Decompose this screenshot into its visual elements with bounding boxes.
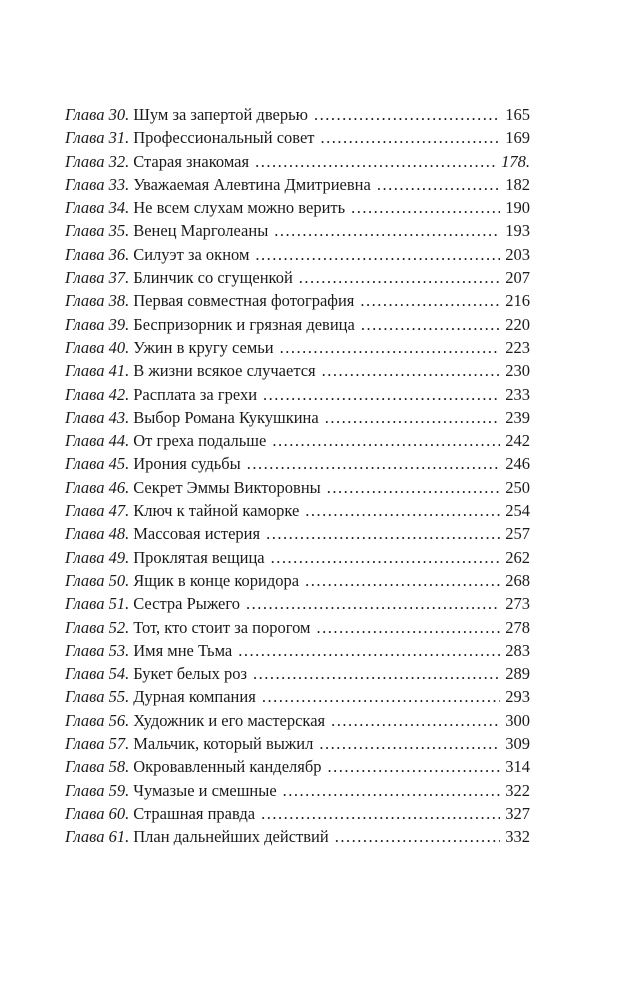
dot-leader [255,243,500,266]
chapter-title: Чумазые и смешные [133,780,277,800]
dot-leader [361,313,500,336]
chapter-title: Страшная правда [133,803,256,823]
chapter-title: Шум за запертой дверью [133,105,308,124]
chapter-number: Глава 40. [65,337,130,357]
chapter-number: Глава 43. [65,407,130,427]
toc-entry [65,522,530,545]
chapter-title: Тот, кто стоит за порогом [133,617,311,637]
chapter-number: Глава 60. [65,803,130,823]
page-number: 233 [505,384,530,404]
chapter-title: Уважаемая Алевтина Дмитриевна [133,174,371,194]
toc-entry [65,569,530,592]
chapter-title: Старая знакомая [133,151,250,171]
dot-leader [261,802,500,825]
dot-leader [253,662,500,685]
chapter-title: Расплата за грехи [133,384,258,404]
chapter-number: Глава 38. [65,291,130,311]
page-number: 182 [505,174,530,194]
dot-leader [255,150,497,173]
toc-list [65,103,530,849]
chapter-title: Блинчик со сгущенкой [133,268,293,288]
page-number: 169 [505,128,530,148]
chapter-title: Художник и его мастерская [133,710,326,730]
page-number: 246 [505,454,530,474]
chapter-number: Глава 34. [65,198,130,218]
chapter-number: Глава 59. [65,780,130,800]
dot-leader [262,685,500,708]
chapter-number: Глава 58. [65,757,130,777]
page-number: 223 [505,337,530,357]
dot-leader [327,476,500,499]
page-number: 300 [505,710,530,730]
chapter-title: Силуэт за окном [133,244,250,264]
chapter-title: Венец Марголеаны [133,221,269,241]
dot-leader [238,639,500,662]
dot-leader [314,103,500,126]
toc-entry [65,592,530,615]
toc-entry [65,313,530,336]
page-number: 309 [505,734,530,754]
chapter-number: Глава 46. [65,477,130,497]
toc-entry [65,406,530,429]
toc-entry [65,499,530,522]
toc-entry [65,150,530,173]
toc-entry [65,662,530,685]
chapter-number: Глава 54. [65,664,130,684]
chapter-number: Глава 42. [65,384,130,404]
chapter-number: Глава 41. [65,361,130,381]
chapter-number: Глава 31. [65,128,130,148]
page-number: 283 [505,640,530,660]
toc-entry [65,616,530,639]
chapter-number: Глава 57. [65,734,130,754]
toc-entry [65,289,530,312]
chapter-title: В жизни всякое случается [133,361,316,381]
chapter-title: Букет белых роз [133,664,248,684]
chapter-title: Мальчик, который выжил [133,734,314,754]
page-number: 193 [505,221,530,241]
chapter-number: Глава 36. [65,244,130,264]
dot-leader [283,779,500,802]
page-number: 250 [505,477,530,497]
page-number: 262 [505,547,530,567]
chapter-number: Глава 50. [65,570,130,590]
chapter-title: Выбор Романа Кукушкина [133,407,319,427]
chapter-number: Глава 52. [65,617,130,637]
toc-entry [65,476,530,499]
dot-leader [317,616,501,639]
dot-leader [328,755,501,778]
chapter-title: Секрет Эммы Викторовны [133,477,321,497]
dot-leader [319,732,500,755]
chapter-title: Ирония судьбы [133,454,241,474]
page-number: 278 [505,617,530,637]
page-number: 239 [505,407,530,427]
page-number: 254 [505,501,530,521]
dot-leader [274,219,500,242]
chapter-title: Не всем слухам можно верить [133,198,346,218]
chapter-number: Глава 33. [65,174,130,194]
chapter-number: Глава 53. [65,640,130,660]
dot-leader [272,429,500,452]
page-number: 190 [505,198,530,218]
toc-entry [65,732,530,755]
toc-entry [65,779,530,802]
page-number: 322 [505,780,530,800]
dot-leader [305,569,500,592]
dot-leader [305,499,500,522]
toc-entry [65,685,530,708]
dot-leader [299,266,500,289]
dot-leader [322,359,500,382]
toc-entry [65,802,530,825]
chapter-number: Глава 37. [65,268,130,288]
page-number: 268 [505,570,530,590]
page-number: 203 [505,244,530,264]
toc-entry [65,196,530,219]
page-number: 327 [505,803,530,823]
toc-entry [65,546,530,569]
toc-entry [65,103,530,126]
dot-leader [331,709,500,732]
chapter-number: Глава 44. [65,431,130,451]
toc-entry [65,336,530,359]
page-number: 207 [505,268,530,288]
page-number: 332 [505,827,530,847]
dot-leader [321,126,500,149]
chapter-title: Массовая истерия [133,524,261,544]
dot-leader [263,383,500,406]
page-number: 216 [505,291,530,311]
chapter-number: Глава 49. [65,547,130,567]
page-number: 230 [505,361,530,381]
chapter-title: Проклятая вещица [133,547,265,567]
chapter-number: Глава 45. [65,454,130,474]
toc-entry [65,383,530,406]
chapter-title: План дальнейших действий [133,827,329,847]
dot-leader [335,825,500,848]
chapter-number: Глава 47. [65,501,130,521]
chapter-title: Беспризорник и грязная девица [133,314,355,334]
chapter-title: Ужин в кругу семьи [133,337,274,357]
toc-entry [65,825,530,848]
toc-entry [65,709,530,732]
dot-leader [280,336,500,359]
dot-leader [247,452,500,475]
dot-leader [360,289,500,312]
dot-leader [351,196,500,219]
chapter-title: Профессиональный совет [133,128,315,148]
chapter-number: Глава 61. [65,827,130,847]
dot-leader [325,406,500,429]
chapter-number: Глава 55. [65,687,130,707]
page-number: 314 [505,757,530,777]
page-number: 273 [505,594,530,614]
chapter-title: Имя мне Тьма [133,640,233,660]
chapter-number: Глава 56. [65,710,130,730]
toc-entry [65,266,530,289]
chapter-title: Первая совместная фотография [133,291,355,311]
page-number: 242 [505,431,530,451]
chapter-number: Глава 35. [65,221,130,241]
chapter-title: Сестра Рыжего [133,594,240,614]
toc-entry [65,219,530,242]
page-number: 178. [501,151,530,171]
chapter-title: Ключ к тайной каморке [133,501,300,521]
toc-entry [65,639,530,662]
chapter-title: Ящик в конце коридора [133,570,300,590]
dot-leader [377,173,500,196]
chapter-number: Глава 48. [65,524,130,544]
toc-entry [65,359,530,382]
chapter-title: Окровавленный канделябр [133,757,322,777]
chapter-number: Глава 51. [65,594,130,614]
toc-entry [65,452,530,475]
chapter-title: Дурная компания [133,687,256,707]
page-number: 289 [505,664,530,684]
toc-entry [65,243,530,266]
page-number: 293 [505,687,530,707]
toc-entry [65,173,530,196]
page-number: 165 [505,105,530,124]
toc-entry [65,755,530,778]
chapter-number: Глава 39. [65,314,130,334]
dot-leader [271,546,500,569]
page-number: 220 [505,314,530,334]
chapter-number: Глава 30. [65,105,130,124]
chapter-number: Глава 32. [65,151,130,171]
toc-entry [65,429,530,452]
dot-leader [246,592,500,615]
dot-leader [266,522,500,545]
toc-entry [65,126,530,149]
page-number: 257 [505,524,530,544]
chapter-title: От греха подальше [133,431,267,451]
table-of-contents [65,103,530,849]
